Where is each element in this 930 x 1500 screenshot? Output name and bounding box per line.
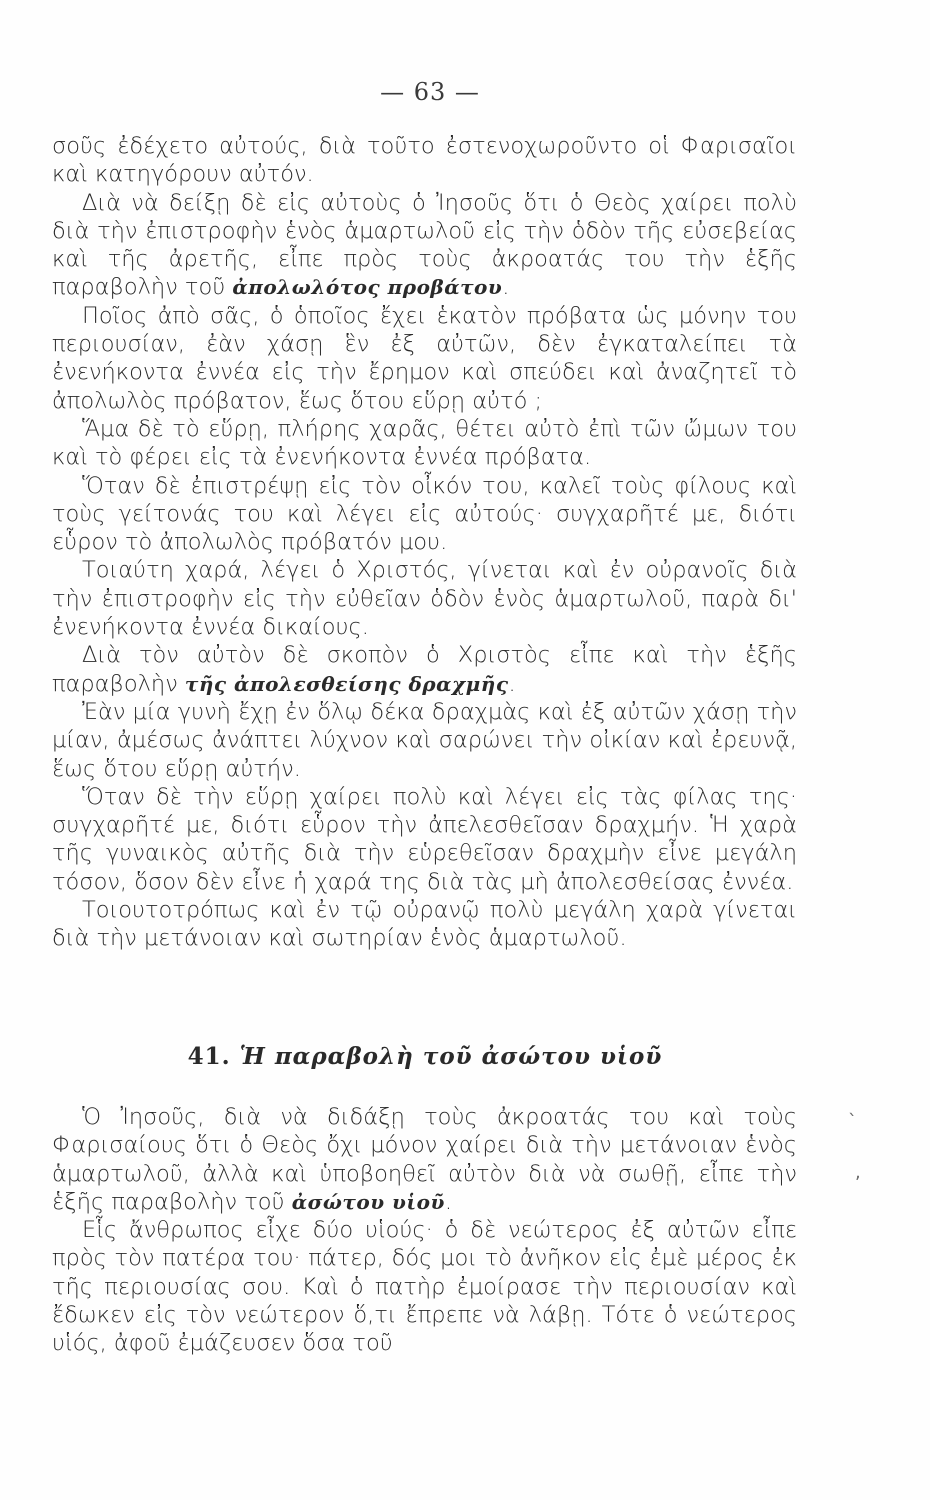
paragraph: Ἐὰν μία γυνὴ ἔχῃ ἐν ὅλῳ δέκα δραχμὰς καὶ ἐξ αὐτῶν χάσῃ τὴν μίαν, ἀμέσως ἀνάπτει λύχνον καὶ σαρώνει τὴν οἰκίαν καὶ ἐρευνᾷ, ἕως ὅτου εὕρῃ αὐτήν.	[52, 698, 797, 782]
paragraph: Ὅταν δὲ τὴν εὕρῃ χαίρει πολὺ καὶ λέγει εἰς τὰς φίλας της· συγχαρῆτέ με, διότι εὗρον τὴν ἀπελεσθεῖσαν δραχμήν. Ἡ χαρὰ τῆς γυναικὸς αὐτῆς διὰ τὴν εὑρεθεῖσαν δραχμὴν εἶνε μεγάλη τόσον, ὅσον δὲν εἶνε ἡ χαρά της διὰ τὰς μὴ ἀπολεσθείσας ἐννέα.	[52, 783, 797, 895]
emphasized-term: ἀσώτου υἱοῦ	[291, 1189, 445, 1214]
section-title: Ἡ παραβολὴ τοῦ ἀσώτου υἱοῦ	[239, 1043, 663, 1070]
paragraph: Εἷς ἄνθρωπος εἶχε δύο υἱούς· ὁ δὲ νεώτερος ἐξ αὐτῶν εἶπε πρὸς τὸν πατέρα του· πάτερ, δός μοι τὸ ἀνῆκον εἰς ἐμὲ μέρος ἐκ τῆς περιουσίας σου. Καὶ ὁ πατὴρ ἐμοίρασε τὴν περιουσίαν καὶ ἔδωκεν εἰς τὸν νεώτερον ὅ,τι ἔπρεπε νὰ λάβῃ. Τότε ὁ νεώτερος υἱός, ἀφοῦ ἐμάζευσεν ὅσα τοῦ	[52, 1217, 797, 1357]
paragraph: Διὰ νὰ δείξῃ δὲ εἰς αὐτοὺς ὁ Ἰησοῦς ὅτι ὁ Θεὸς χαίρει πολὺ διὰ τὴν ἐπιστροφὴν ἑνὸς ἁμαρτωλοῦ εἰς τὴν ὁδὸν τῆς εὐσεβείας καὶ τῆς ἀρετῆς, εἶπε πρὸς τοὺς ἀκροατάς του τὴν ἑξῆς παραβολὴν τοῦ ἀπολωλότος προβάτου.	[52, 189, 797, 301]
paragraph: Διὰ τὸν αὐτὸν δὲ σκοπὸν ὁ Χριστὸς εἶπε καὶ τὴν ἑξῆς παραβολὴν τῆς ἀπολεσθείσης δραχμῆς.	[52, 642, 797, 697]
paragraph: Ὁ Ἰησοῦς, διὰ νὰ διδάξῃ τοὺς ἀκροατάς του καὶ τοὺς Φαρισαίους ὅτι ὁ Θεὸς ὄχι μόνον χαίρει διὰ τὴν μετάνοιαν ἑνὸς ἁμαρτωλοῦ, ἀλλὰ καὶ ὑποβοηθεῖ αὐτὸν διὰ νὰ σωθῇ, εἶπε τὴν ἑξῆς παραβολὴν τοῦ ἀσώτου υἱοῦ.	[52, 1104, 797, 1215]
margin-tick-mark: ˎ	[848, 1096, 857, 1117]
section-heading	[0, 1043, 850, 1070]
text-block-bottom	[52, 1103, 797, 1358]
paragraph: Ἅμα δὲ τὸ εὕρῃ, πλήρης χαρᾶς, θέτει αὐτὸ ἐπὶ τῶν ὤμων του καὶ τὸ φέρει εἰς τὰ ἐνενήκοντα ἐννέα πρόβατα.	[52, 415, 797, 471]
paragraph: Τοιαύτη χαρά, λέγει ὁ Χριστός, γίνεται καὶ ἐν οὐρανοῖς διὰ τὴν ἐπιστροφὴν εἰς τὴν εὐθεῖαν ὁδὸν ἑνὸς ἁμαρτωλοῦ, παρὰ δι' ἐνενήκοντα ἐννέα δικαίους.	[52, 557, 797, 641]
paragraph: Ποῖος ἀπὸ σᾶς, ὁ ὁποῖος ἔχει ἑκατὸν πρόβατα ὡς μόνην του περιουσίαν, ἐὰν χάσῃ ἓν ἐξ αὐτῶν, δὲν ἐγκαταλείπει τὰ ἐνενήκοντα ἐννέα εἰς τὴν ἔρημον καὶ σπεύδει καὶ ἀναζητεῖ τὸ ἀπολωλὸς πρόβατον, ἕως ὅτου εὕρῃ αὐτό ;	[52, 302, 797, 414]
paragraph-continuation: σοῦς ἐδέχετο αὐτούς, διὰ τοῦτο ἐστενοχωροῦντο οἱ Φαρισαῖοι καὶ κατηγόρουν αὐτόν.	[52, 133, 797, 188]
text-block-top	[52, 132, 797, 953]
emphasized-term: ἀπολωλότος προβάτου	[232, 275, 503, 300]
section-number: 41.	[187, 1043, 231, 1070]
margin-comma-mark: ,	[855, 1162, 861, 1183]
paragraph: Ὅταν δὲ ἐπιστρέψῃ εἰς τὸν οἶκόν του, καλεῖ τοὺς φίλους καὶ τοὺς γείτονάς του καὶ λέγει εἰς αὐτούς· συγχαρῆτέ με, διότι εὗρον τὸ ἀπολωλὸς πρόβατόν μου.	[52, 472, 797, 556]
page-number: — 63 —	[380, 78, 480, 106]
paragraph: Τοιουτοτρόπως καὶ ἐν τῷ οὐρανῷ πολὺ μεγάλη χαρὰ γίνεται διὰ τὴν μετάνοιαν καὶ σωτηρίαν ἑνὸς ἁμαρτωλοῦ.	[52, 897, 797, 952]
emphasized-term: τῆς ἀπολεσθείσης δραχμῆς	[184, 671, 509, 696]
